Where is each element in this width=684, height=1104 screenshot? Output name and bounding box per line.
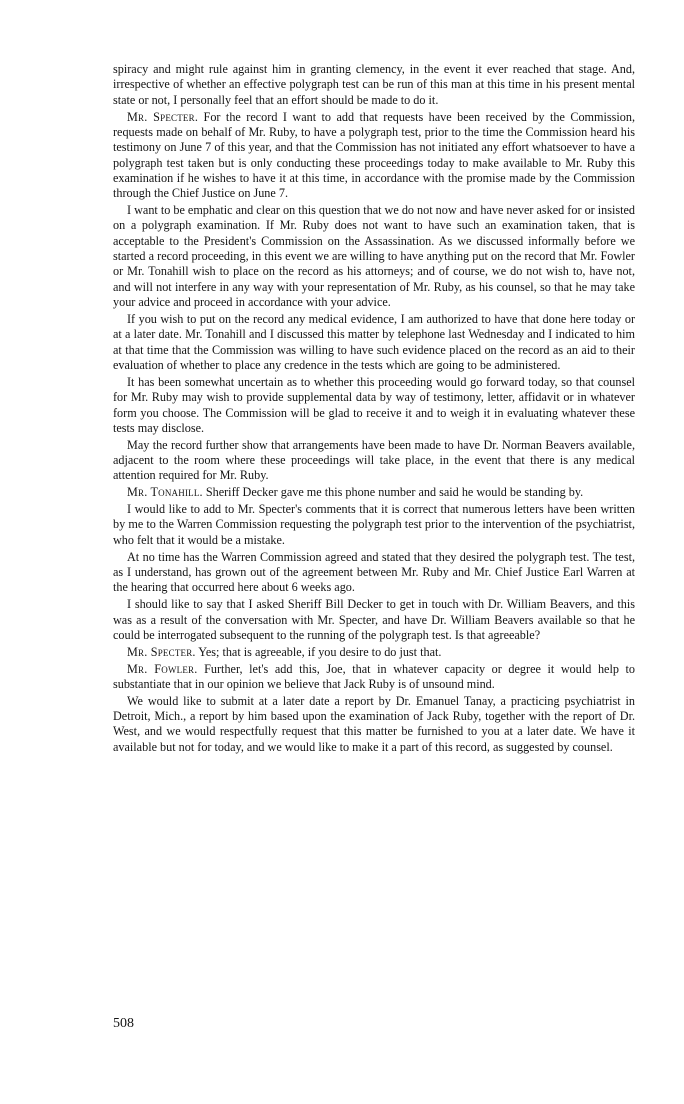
paragraph [113,375,635,436]
paragraph [113,485,635,500]
paragraph-text: We would like to submit at a later date a report by Dr. Emanuel Tanay, a practicing psychiatrist in Detroit, Mich., a report by him based upon the examination of Jack Ruby, together with the report of Dr. West, and we would respectfully request that this matter be furnished to you at a later date. We have it available but not for today, and we would like to make it a part of this record, as suggested by counsel. [113,693,635,754]
paragraph-text: For the record I want to add that requests have been received by the Commission, requests made on behalf of Mr. Ruby, to have a polygraph test, prior to the time the Commission heard his testimony on June 7 of this year, and that the Commission has not initiated any effort whatsoever to have a polygraph test taken but is only conducting these proceedings today to make available to Mr. Ruby this examination if he wishes to have it at this time, in accordance with the promise made by the Commission through the Chief Justice on June 7. [113,109,636,201]
speaker-name: Mr. Tonahill. [127,485,203,500]
paragraph-text: I want to be emphatic and clear on this question that we do not now and have never asked for or insisted on a polygraph examination. If Mr. Ruby does not want to have such an examination taken, that is acceptable to the President's Commission on the Assassination. As we discussed informally before we started a record proceeding, in this event we are willing to have anything put on the record that Mr. Fowler or Mr. Tonahill wish to place on the record as his attorneys; and of course, we do not wish to, have not, and will not interfere in any way with your representation of Mr. Ruby, as his counsel, so that he may take your advice and proceed in accordance with your advice. [113,203,636,310]
speaker-name: Mr. Fowler. [127,661,198,676]
speaker-name: Mr. Specter. [127,644,196,659]
paragraph [113,110,635,202]
paragraph [113,662,635,693]
paragraph-text: I would like to add to Mr. Specter's comments that it is correct that numerous letters have been written by me to the Warren Commission requesting the polygraph test prior to the intervention of the psychiatrist, who felt that it would be a mistake. [113,502,635,547]
paragraph [113,312,635,373]
paragraph-text: At no time has the Warren Commission agreed and stated that they desired the polygraph test. The test, as I understand, has grown out of the agreement between Mr. Ruby and Mr. Chief Justice Earl Warren at the hearing that occurred here about 6 weeks ago. [113,549,635,595]
paragraph-text: It has been somewhat uncertain as to whether this proceeding would go forward today, so that counsel for Mr. Ruby may wish to provide supplemental data by way of testimony, letter, affidavit or in whatever form you choose. The Commission will be glad to receive it and to weigh it in evaluating whatever these tests may disclose. [113,374,635,435]
paragraph [113,645,635,660]
paragraph-text: If you wish to put on the record any medical evidence, I am authorized to have that done here today or at a later date. Mr. Tonahill and I discussed this matter by telephone last Wednesday and I indicated to him at that time that the Commission was willing to have such evidence placed on the record as an aid to their evaluation of whether to place any credence in the tests which are going to be administered. [113,312,635,373]
paragraph-text: Yes; that is agreeable, if you desire to do just that. [198,644,442,659]
paragraph [113,502,635,548]
paragraph [113,550,635,596]
document-body [113,62,635,757]
paragraph [113,203,635,310]
speaker-name: Mr. Specter. [127,109,199,124]
paragraph-text: spiracy and might rule against him in granting clemency, in the event it ever reached that stage. And, irrespective of whether an effective polygraph test can be run of this man at this time in his present mental state or not, I personally feel that an effort should be made to do it. [113,62,635,107]
page-number: 508 [113,1016,134,1031]
paragraph-text: I should like to say that I asked Sheriff Bill Decker to get in touch with Dr. William Beavers, and this was as a result of the conversation with Mr. Specter, and have Dr. William Beavers available so that he could be interrogated subsequent to the running of the polygraph test. Is that agreeable? [113,597,635,642]
paragraph-text: May the record further show that arrangements have been made to have Dr. Norman Beavers available, adjacent to the room where these proceedings will take place, in the event that there is any medical attention required for Mr. Ruby. [113,437,635,483]
paragraph-text: Further, let's add this, Joe, that in whatever capacity or degree it would help to substantiate that in our opinion we believe that Jack Ruby is of unsound mind. [113,661,636,691]
paragraph [113,438,635,484]
paragraph [113,62,635,108]
paragraph-text: Sheriff Decker gave me this phone number and said he would be standing by. [205,485,584,500]
paragraph [113,694,635,755]
paragraph [113,597,635,643]
